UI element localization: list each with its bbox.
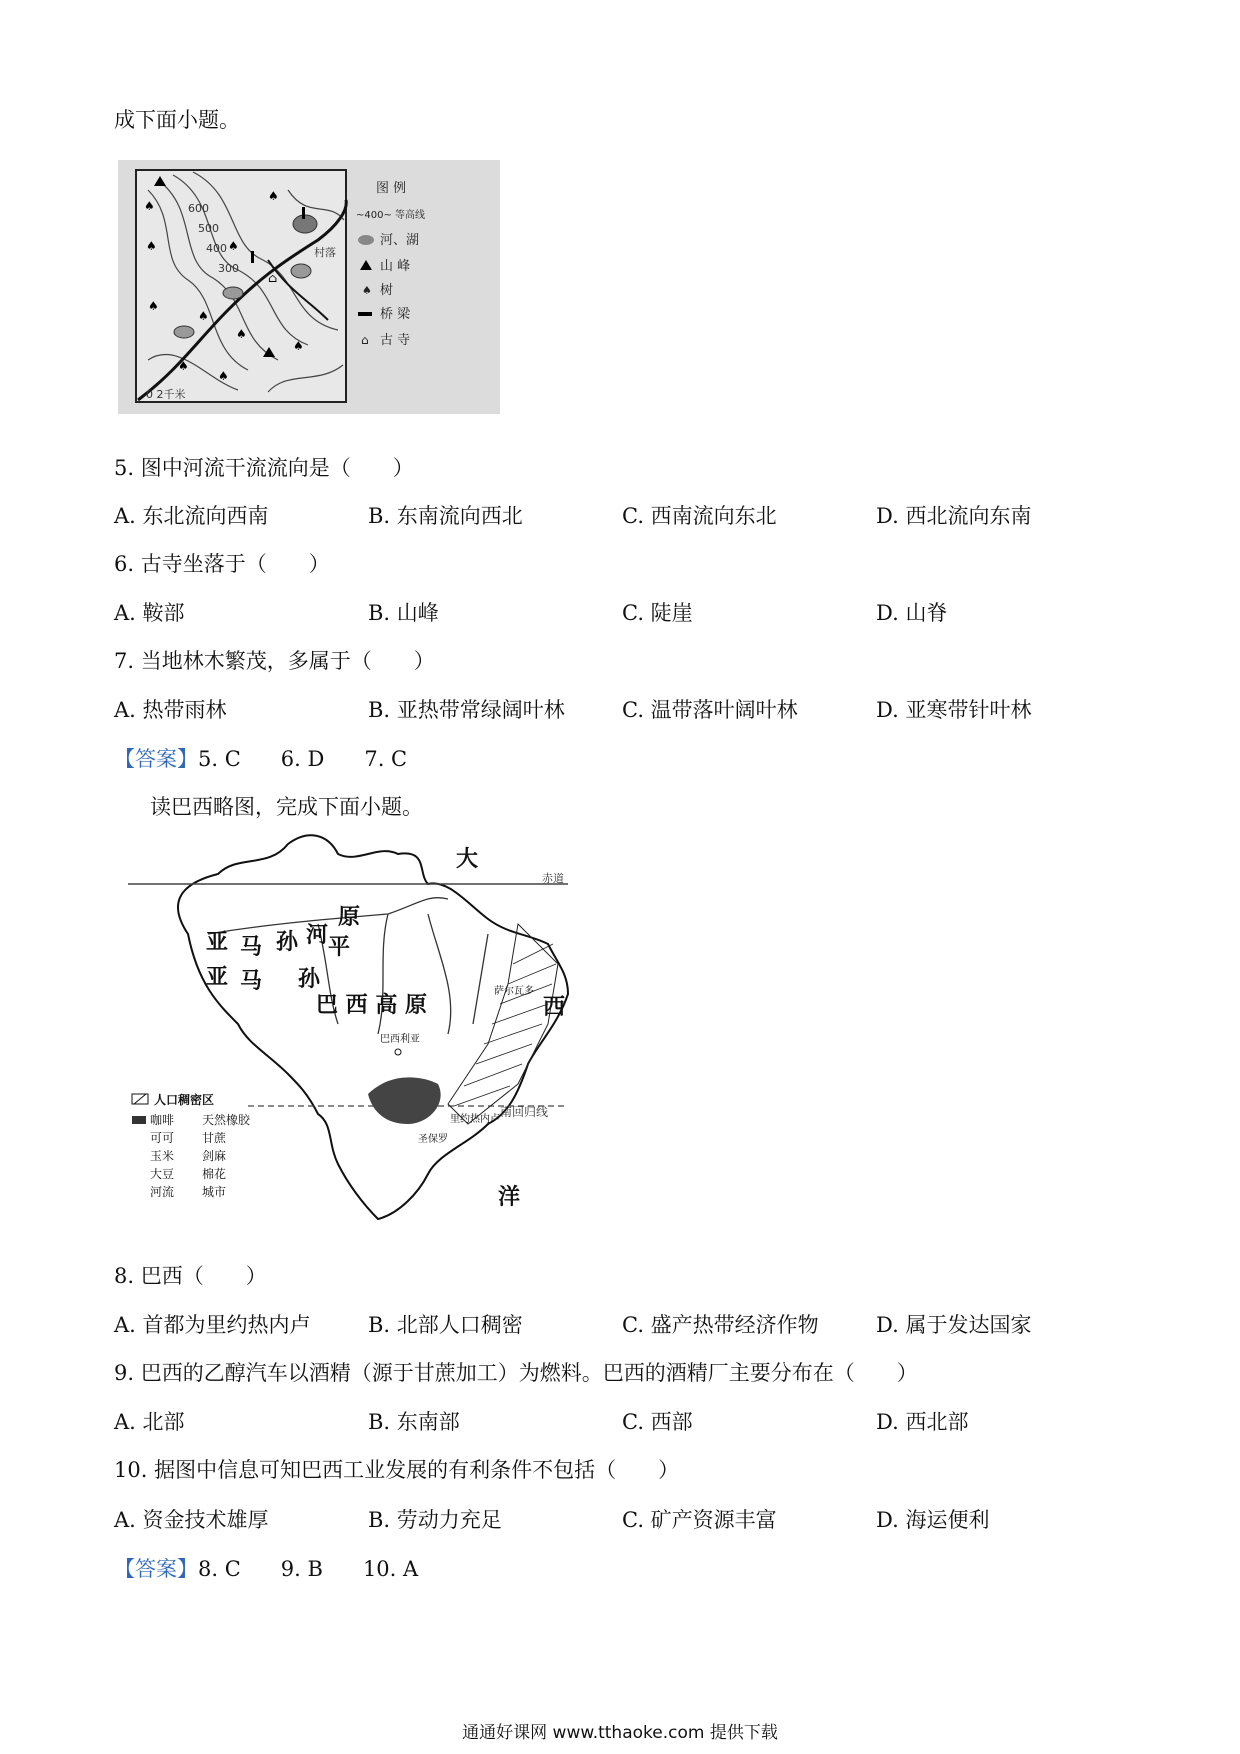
contour-label-500: 500 xyxy=(198,222,219,235)
answer-value: 7. C xyxy=(364,747,408,771)
q7-option-d: D. 亚寒带针叶林 xyxy=(876,698,1032,722)
q8-option-a: A. 首都为里约热内卢 xyxy=(114,1313,311,1337)
svg-text:♠: ♠ xyxy=(218,369,229,383)
svg-text:♠: ♠ xyxy=(148,299,159,313)
question-10-stem: 10. 据图中信息可知巴西工业发展的有利条件不包括（ ） xyxy=(114,1458,680,1482)
contour-label-600: 600 xyxy=(188,202,209,215)
village-label: 村落 xyxy=(314,246,336,259)
q7-option-a: A. 热带雨林 xyxy=(114,698,227,722)
svg-text:♠: ♠ xyxy=(178,359,189,373)
svg-text:♠: ♠ xyxy=(198,309,209,323)
q7-option-c: C. 温带落叶阔叶林 xyxy=(622,698,798,722)
answer-tag: 【答案】 xyxy=(114,747,198,771)
legend-item-city: 城市 xyxy=(202,1185,227,1199)
q6-option-a: A. 鞍部 xyxy=(114,601,185,625)
scale-label: 0 2千米 xyxy=(146,388,186,401)
question-9-stem: 9. 巴西的乙醇汽车以酒精（源于甘蔗加工）为燃料。巴西的酒精厂主要分布在（ ） xyxy=(114,1361,918,1385)
plateau-label: 巴 西 高 原 xyxy=(316,993,427,1018)
city-label: 里约热内卢 xyxy=(450,1114,500,1125)
svg-text:♠: ♠ xyxy=(362,284,372,297)
q8-option-c: C. 盛产热带经济作物 xyxy=(622,1313,819,1337)
legend-peak: 山 峰 xyxy=(380,259,411,274)
q5-option-b: B. 东南流向西北 xyxy=(368,504,523,528)
q5-option-d: D. 西北流向东南 xyxy=(876,504,1032,528)
q9-option-d: D. 西北部 xyxy=(876,1410,969,1434)
q5-option-a: A. 东北流向西南 xyxy=(114,504,269,528)
plain-char: 亚 xyxy=(206,965,229,990)
question-5-stem: 5. 图中河流干流流向是（ ） xyxy=(114,456,414,480)
legend-item-coffee: 咖啡 xyxy=(150,1113,175,1127)
answer-value: 10. A xyxy=(362,1557,419,1581)
city-label: 萨尔瓦多 xyxy=(494,986,534,997)
question-7-stem: 7. 当地林木繁茂，多属于（ ） xyxy=(114,649,435,673)
plain-char: 孙 xyxy=(276,930,299,955)
legend-item-cotton: 棉花 xyxy=(202,1167,227,1181)
legend-item-soybean: 大豆 xyxy=(150,1167,175,1181)
legend-item-sugarcane: 甘蔗 xyxy=(202,1131,227,1145)
q5-option-c: C. 西南流向东北 xyxy=(622,504,777,528)
plain-char: 亚 xyxy=(206,930,229,955)
city-label: 圣保罗 xyxy=(418,1134,448,1145)
brazil-intro: 读巴西略图，完成下面小题。 xyxy=(150,795,423,819)
q8-option-b: B. 北部人口稠密 xyxy=(368,1313,523,1337)
equator-label: 赤道 xyxy=(542,872,564,885)
q9-option-a: A. 北部 xyxy=(114,1410,185,1434)
answer-value: 9. B xyxy=(280,1557,323,1581)
plain-char: 马 xyxy=(240,935,263,960)
plain-char: 孙 xyxy=(298,967,321,992)
ocean-label-right: 西 xyxy=(543,995,566,1020)
q10-option-d: D. 海运便利 xyxy=(876,1508,990,1532)
contour-label-400: 400 xyxy=(206,242,227,255)
answer-block-2 xyxy=(114,1553,458,1583)
q10-option-c: C. 矿产资源丰富 xyxy=(622,1508,777,1532)
q10-option-b: B. 劳动力充足 xyxy=(368,1508,502,1532)
q6-option-b: B. 山峰 xyxy=(368,601,439,625)
svg-text:♠: ♠ xyxy=(236,327,247,341)
legend-item-corn: 玉米 xyxy=(150,1149,175,1163)
legend-temple: 古 寺 xyxy=(380,333,411,348)
ocean-label-bottom: 洋 xyxy=(498,1185,521,1210)
q7-option-b: B. 亚热带常绿阔叶林 xyxy=(368,698,565,722)
plain-char: 河 xyxy=(306,923,329,948)
legend-river-lake: 河、湖 xyxy=(380,233,420,248)
legend-item-cocoa: 可可 xyxy=(150,1131,175,1145)
legend-title: 人口稠密区 xyxy=(154,1093,215,1107)
legend-item-river: 河流 xyxy=(150,1185,175,1199)
svg-text:♠: ♠ xyxy=(146,239,157,253)
answer-value: 8. C xyxy=(198,1557,241,1581)
legend-tree: 树 xyxy=(380,283,394,298)
q6-option-c: C. 陡崖 xyxy=(622,601,693,625)
plain-char: 原 xyxy=(338,905,361,930)
question-8-stem: 8. 巴西（ ） xyxy=(114,1264,267,1288)
intro-text: 成下面小题。 xyxy=(114,108,240,132)
plain-char: 马 xyxy=(240,969,263,994)
svg-text:♠: ♠ xyxy=(144,199,155,213)
q8-option-d: D. 属于发达国家 xyxy=(876,1313,1032,1337)
svg-text:⌂: ⌂ xyxy=(361,333,369,347)
plain-char: 平 xyxy=(328,935,351,960)
q10-option-a: A. 资金技术雄厚 xyxy=(114,1508,269,1532)
legend-bridge: 桥 梁 xyxy=(380,307,411,322)
svg-text:♠: ♠ xyxy=(228,239,239,253)
question-6-stem: 6. 古寺坐落于（ ） xyxy=(114,552,330,576)
legend-item-sisal: 剑麻 xyxy=(202,1149,227,1163)
q9-option-b: B. 东南部 xyxy=(368,1410,460,1434)
answer-block-1 xyxy=(114,743,447,773)
svg-text:♠: ♠ xyxy=(293,339,304,353)
city-label: 巴西利亚 xyxy=(380,1034,420,1045)
contour-label-300: 300 xyxy=(218,262,239,275)
tropic-label: 南回归线 xyxy=(500,1105,549,1119)
svg-text:♠: ♠ xyxy=(268,189,279,203)
legend-contour: ~400~ 等高线 xyxy=(356,210,426,221)
footer-credit: 通通好课网 www.tthaoke.com 提供下载 xyxy=(462,1723,778,1743)
answer-tag: 【答案】 xyxy=(114,1557,198,1581)
svg-text:⌂: ⌂ xyxy=(268,271,278,285)
legend-item-rubber: 天然橡胶 xyxy=(202,1113,251,1127)
ocean-label-top: 大 xyxy=(456,847,479,872)
topographic-map xyxy=(118,160,500,414)
brazil-map xyxy=(128,824,590,1234)
answer-value: 5. C xyxy=(198,747,241,771)
topo-legend-title: 图 例 xyxy=(376,181,407,196)
q6-option-d: D. 山脊 xyxy=(876,601,948,625)
answer-value: 6. D xyxy=(280,747,325,771)
q9-option-c: C. 西部 xyxy=(622,1410,693,1434)
